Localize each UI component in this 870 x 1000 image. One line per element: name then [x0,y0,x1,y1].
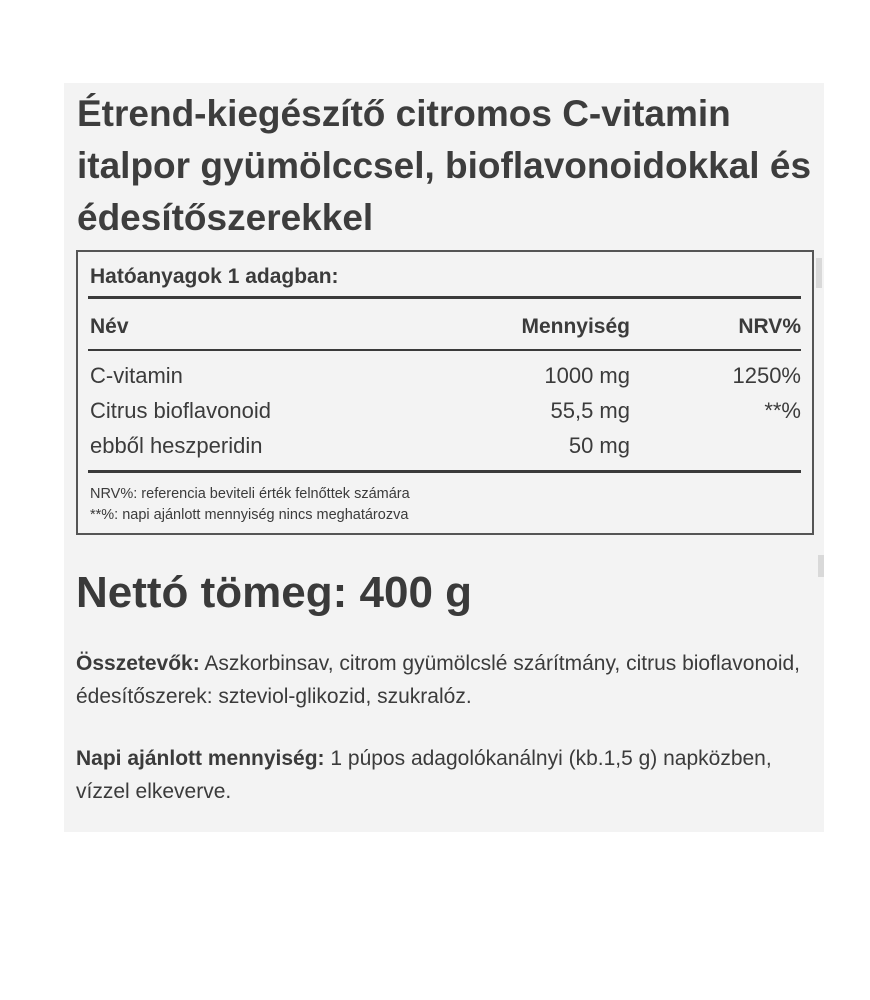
edge-mark [818,555,824,577]
ingredients-label: Összetevők: [76,652,200,675]
column-header-name: Név [90,315,129,338]
nutrition-heading: Hatóanyagok 1 adagban: [90,265,339,288]
footnote-asterisk: **%: napi ajánlott mennyiség nincs meghatározva [90,507,409,523]
table-row-quantity: 50 mg [568,433,630,458]
table-row-name: C-vitamin [90,363,183,388]
divider [88,470,801,473]
daily-dose-text: 1 púpos adagolókanálnyi (kb.1,5 g) napközben, vízzel elkeverve. [76,747,772,803]
table-row-quantity: 1000 mg [544,363,630,388]
net-weight: Nettó tömeg: 400 g [76,568,473,617]
column-header-nrv: NRV% [738,315,801,338]
footnote-nrv: NRV%: referencia beviteli érték felnőttek számára [90,486,410,502]
divider [88,349,801,351]
ingredients-text: Aszkorbinsav, citrom gyümölcslé szárítmány, citrus bioflavonoid, édesítőszerek: szteviol-glikozid, szukralóz. [76,652,801,708]
ingredients-paragraph [76,647,821,713]
column-header-quantity: Mennyiség [521,315,630,338]
daily-dose-paragraph [76,742,821,808]
divider [88,296,801,299]
daily-dose-label: Napi ajánlott mennyiség: [76,747,325,770]
table-row-name: Citrus bioflavonoid [90,398,271,423]
edge-mark [816,258,822,288]
table-row-name: ebből heszperidin [90,433,263,458]
table-row-nrv: **% [764,398,801,423]
table-row-quantity: 55,5 mg [550,398,630,423]
table-row-nrv: 1250% [732,363,801,388]
product-title: Étrend-kiegészítő citromos C-vitamin italpor gyümölccsel, bioflavonoidokkal és édesítőszerekkel [77,93,812,238]
